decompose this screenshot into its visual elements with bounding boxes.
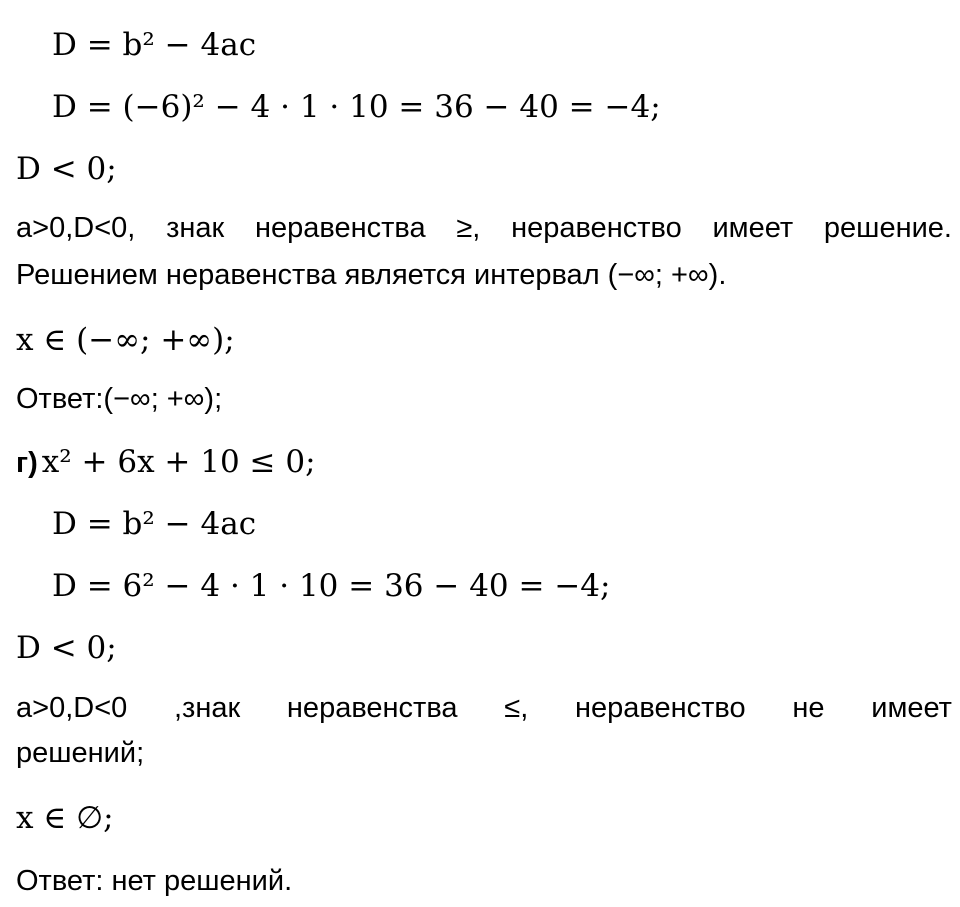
answer-1: Ответ:(−∞; +∞); bbox=[16, 383, 223, 415]
discriminant-calc-2: D = 6² − 4 · 1 · 10 = 36 − 40 = −4; bbox=[52, 568, 611, 604]
conclusion-line-1: a>0,D<0, знак неравенства ≥, неравенство имеет решение. bbox=[16, 212, 952, 244]
answer-2: Ответ: нет решений. bbox=[16, 865, 293, 897]
solution-set-1: x ∈ (−∞; +∞); bbox=[16, 322, 235, 358]
conclusion-line-2: Решением неравенства является интервал (−∞; +∞). bbox=[16, 259, 727, 291]
discriminant-formula-2: D = b² − 4ac bbox=[52, 506, 257, 542]
discriminant-calc-1: D = (−6)² − 4 · 1 · 10 = 36 − 40 = −4; bbox=[52, 89, 661, 125]
conclusion-line-4: решений; bbox=[16, 737, 145, 769]
discriminant-formula-1: D = b² − 4ac bbox=[52, 27, 257, 63]
problem-inequality: x² + 6x + 10 ≤ 0; bbox=[41, 444, 316, 480]
solution-set-2: x ∈ ∅; bbox=[16, 800, 114, 836]
conclusion-line-3: a>0,D<0 ,знак неравенства ≤, неравенство не имеет bbox=[16, 692, 952, 724]
problem-label: г) bbox=[16, 447, 38, 479]
problem-g bbox=[16, 444, 316, 480]
discriminant-sign-2: D < 0; bbox=[16, 630, 117, 666]
discriminant-sign-1: D < 0; bbox=[16, 151, 117, 187]
